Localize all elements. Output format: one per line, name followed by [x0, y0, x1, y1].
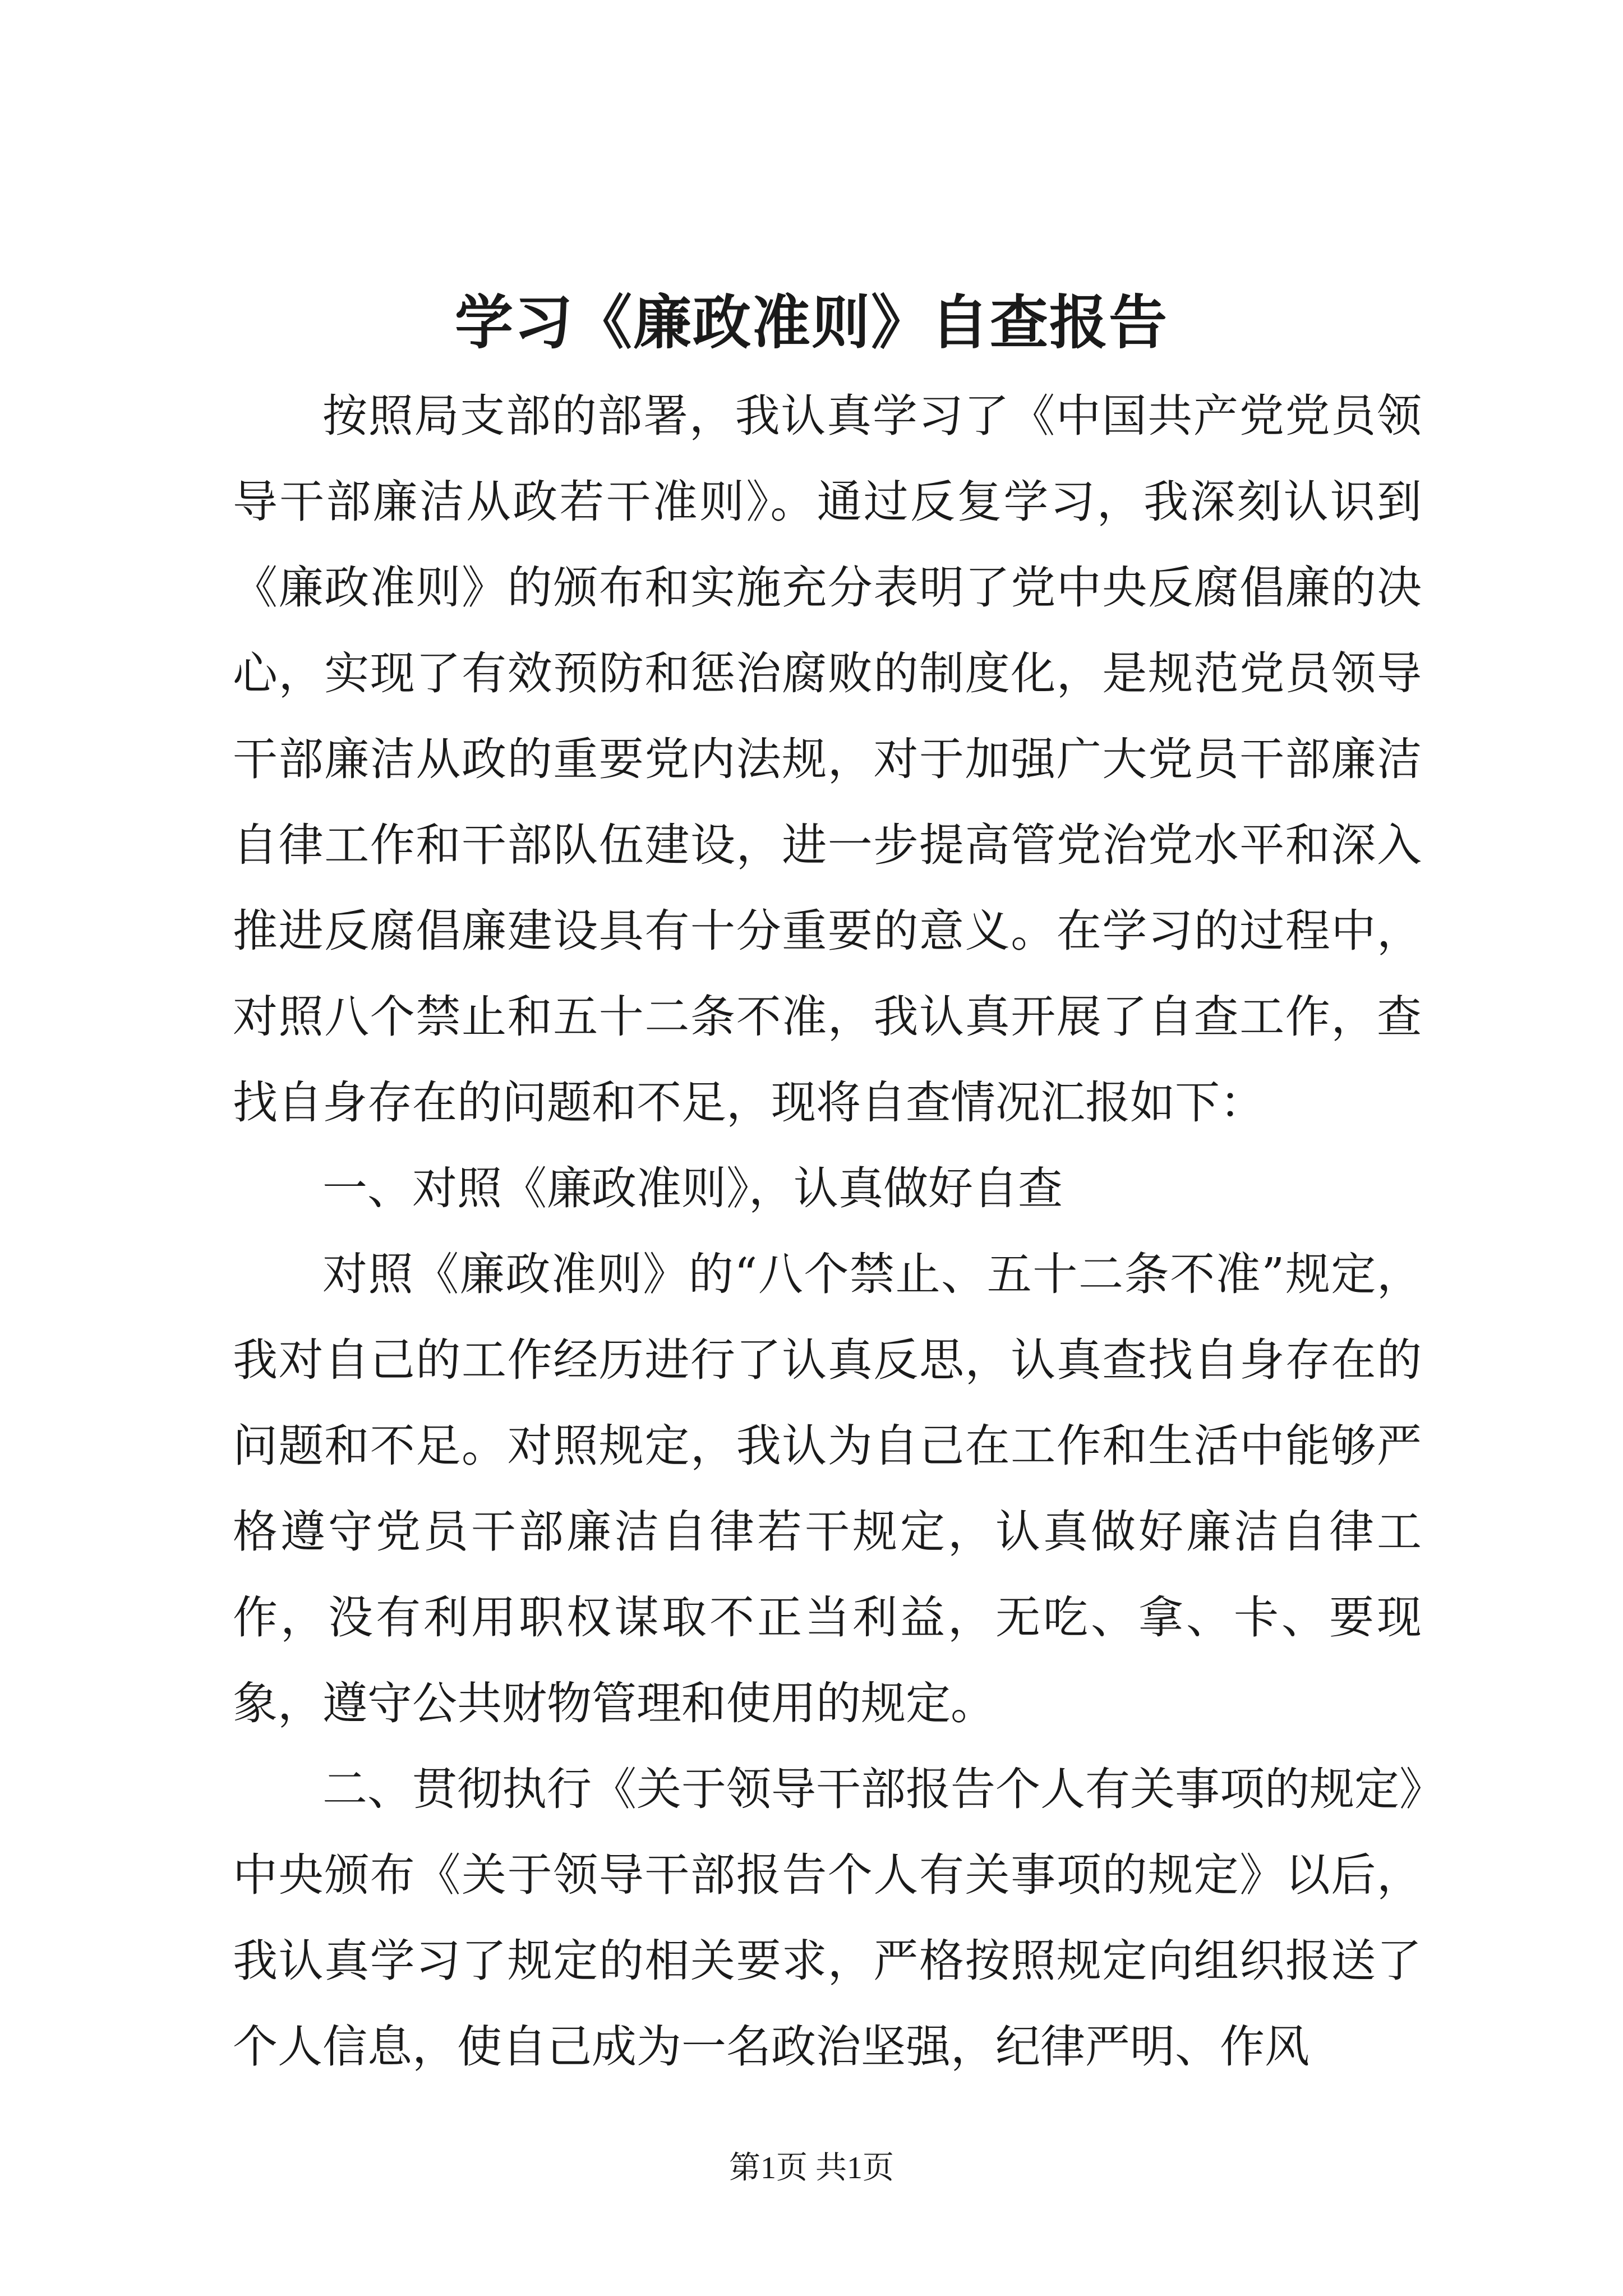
- document-body: [233, 373, 1422, 2090]
- section-heading-1: 一、对照《廉政准则》，认真做好自查: [322, 1162, 1063, 1214]
- page-footer: [0, 2148, 1623, 2188]
- document-title: 学习《廉政准则》自查报告: [454, 288, 1168, 357]
- paragraph-section-1: 对照《廉政准则》的“八个禁止、五十二条不准”规定，我对自己的工作经历进行了认真反思，认真查找自身存在的问题和不足。对照规定，我认为自己在工作和生活中能够严格遵守党员干部廉洁自律若干规定，认真做好廉洁自律工作，没有利用职权谋取不正当利益，无吃、拿、卡、要现象，遵守公共财物管理和使用的规定。: [233, 1248, 1422, 1729]
- paragraph-intro: 按照局支部的部署，我认真学习了《中国共产党党员领导干部廉洁从政若干准则》。通过反复学习，我深刻认识到《廉政准则》的颁布和实施充分表明了党中央反腐倡廉的决心，实现了有效预防和惩治腐败的制度化，是规范党员领导干部廉洁从政的重要党内法规，对于加强广大党员干部廉洁自律工作和干部队伍建设，进一步提高管党治党水平和深入推进反腐倡廉建设具有十分重要的意义。在学习的过程中，对照八个禁止和五十二条不准，我认真开展了自查工作，查找自身存在的问题和不足，现将自查情况汇报如下：: [233, 390, 1422, 1129]
- paragraph-section-2: 二、贯彻执行《关于领导干部报告个人有关事项的规定》中央颁布《关于领导干部报告个人有关事项的规定》以后，我认真学习了规定的相关要求，严格按照规定向组织报送了个人信息，使自己成为一名政治坚强，纪律严明、作风: [233, 1763, 1422, 2073]
- page-number-label: 第1页 共1页: [729, 2151, 894, 2185]
